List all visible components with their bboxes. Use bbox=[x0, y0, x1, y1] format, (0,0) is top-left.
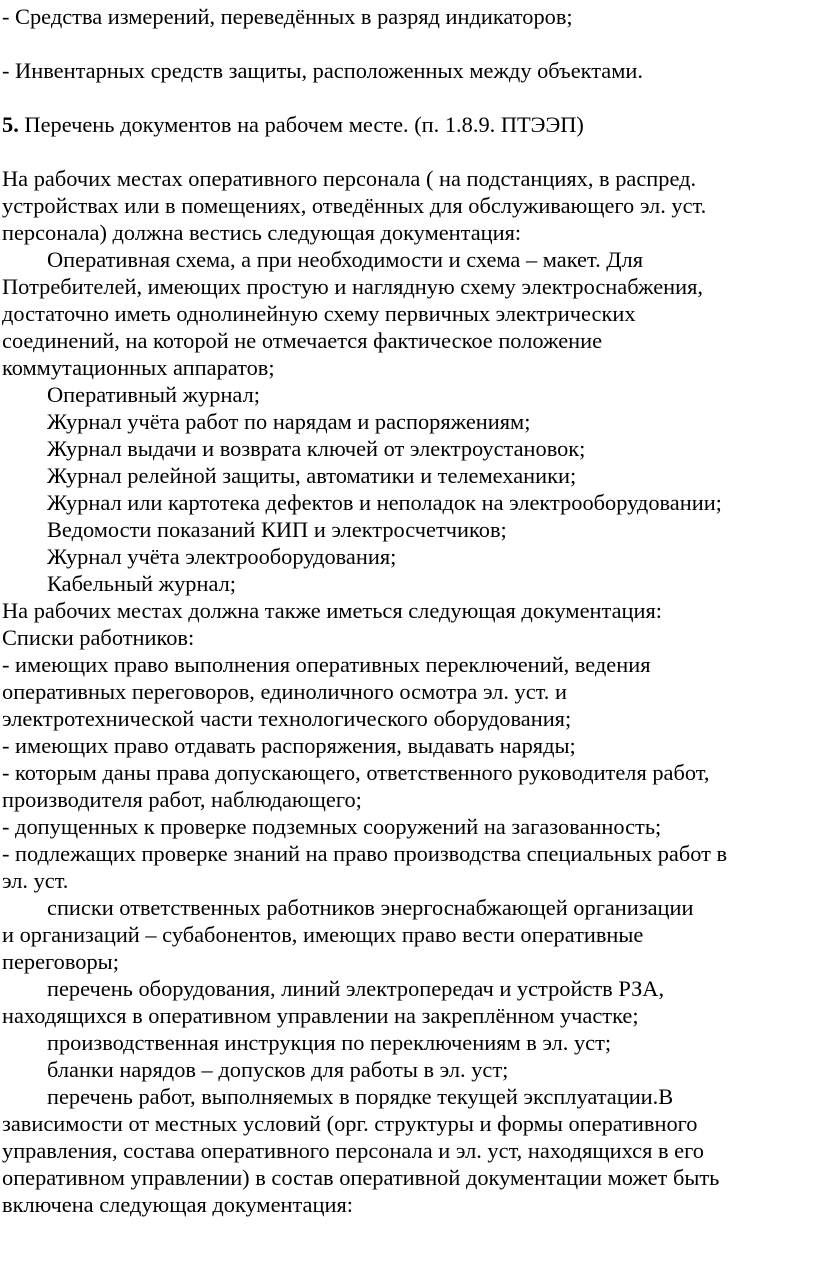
list-item: Журнал выдачи и возврата ключей от электроустановок; bbox=[47, 436, 586, 461]
list-item: - Средства измерений, переведённых в разряд индикаторов; bbox=[2, 4, 573, 29]
list-item: Журнал учёта электрооборудования; bbox=[47, 544, 397, 569]
list-item: - имеющих право выполнения оперативных переключений, ведения bbox=[2, 652, 651, 677]
list-item: производственная инструкция по переключениям в эл. уст; bbox=[47, 1030, 612, 1055]
paragraph-line: производителя работ, наблюдающего; bbox=[2, 787, 362, 812]
list-item: - подлежащих проверке знаний на право производства специальных работ в bbox=[2, 841, 728, 866]
list-item: перечень оборудования, линий электропередач и устройств РЗА, bbox=[47, 976, 665, 1001]
paragraph-line: На рабочих местах оперативного персонала ( на подстанциях, в распред. bbox=[2, 166, 697, 191]
list-item: Кабельный журнал; bbox=[47, 571, 236, 596]
paragraph-line: и организаций – субабонентов, имеющих право вести оперативные bbox=[2, 922, 644, 947]
list-item: Ведомости показаний КИП и электросчетчиков; bbox=[47, 517, 507, 542]
paragraph-line: оперативных переговоров, единоличного осмотра эл. уст. и bbox=[2, 679, 567, 704]
list-item: Журнал релейной защиты, автоматики и телемеханики; bbox=[47, 463, 577, 488]
paragraph-line: находящихся в оперативном управлении на закреплённом участке; bbox=[2, 1003, 639, 1028]
paragraph-line: электротехнической части технологического оборудования; bbox=[2, 706, 572, 731]
list-item: - Инвентарных средств защиты, расположенных между объектами. bbox=[2, 58, 643, 83]
list-item: перечень работ, выполняемых в порядке текущей эксплуатации.В bbox=[47, 1084, 674, 1109]
list-item: Журнал учёта работ по нарядам и распоряжениям; bbox=[47, 409, 531, 434]
paragraph-line: устройствах или в помещениях, отведённых для обслуживающего эл. уст. bbox=[2, 193, 707, 218]
paragraph-line: Оперативная схема, а при необходимости и схема – макет. Для bbox=[47, 247, 644, 272]
list-item: - которым даны права допускающего, ответственного руководителя работ, bbox=[2, 760, 710, 785]
list-item: - имеющих право отдавать распоряжения, выдавать наряды; bbox=[2, 733, 576, 758]
list-item: Оперативный журнал; bbox=[47, 382, 260, 407]
paragraph-line: персонала) должна вестись следующая документация: bbox=[2, 220, 522, 245]
paragraph-line: достаточно иметь однолинейную схему первичных электрических bbox=[2, 301, 636, 326]
list-item: списки ответственных работников энергоснабжающей организации bbox=[47, 895, 694, 920]
paragraph-line: На рабочих местах должна также иметься следующая документация: bbox=[2, 598, 662, 623]
list-item: Журнал или картотека дефектов и неполадок на электрооборудовании; bbox=[47, 490, 722, 515]
paragraph-line: оперативном управлении) в состав оперативной документации может быть bbox=[2, 1165, 720, 1190]
list-item: бланки нарядов – допусков для работы в эл. уст; bbox=[47, 1057, 509, 1082]
section-heading bbox=[2, 112, 584, 138]
section-number: 5. bbox=[2, 112, 19, 137]
paragraph-line: переговоры; bbox=[2, 949, 119, 974]
list-item: - допущенных к проверке подземных сооружений на загазованность; bbox=[2, 814, 662, 839]
paragraph-line: соединений, на которой не отмечается фактическое положение bbox=[2, 328, 603, 353]
paragraph-line: эл. уст. bbox=[2, 868, 69, 893]
paragraph-line: коммутационных аппаратов; bbox=[2, 355, 275, 380]
paragraph-line: Списки работников: bbox=[2, 625, 195, 650]
paragraph-line: управления, состава оперативного персонала и эл. уст, находящихся в его bbox=[2, 1138, 704, 1163]
paragraph-line: включена следующая документация: bbox=[2, 1192, 353, 1217]
section-title: Перечень документов на рабочем месте. (п. 1.8.9. ПТЭЭП) bbox=[24, 112, 584, 137]
paragraph-line: зависимости от местных условий (орг. структуры и формы оперативного bbox=[2, 1111, 698, 1136]
paragraph-line: Потребителей, имеющих простую и наглядную схему электроснабжения, bbox=[2, 274, 704, 299]
